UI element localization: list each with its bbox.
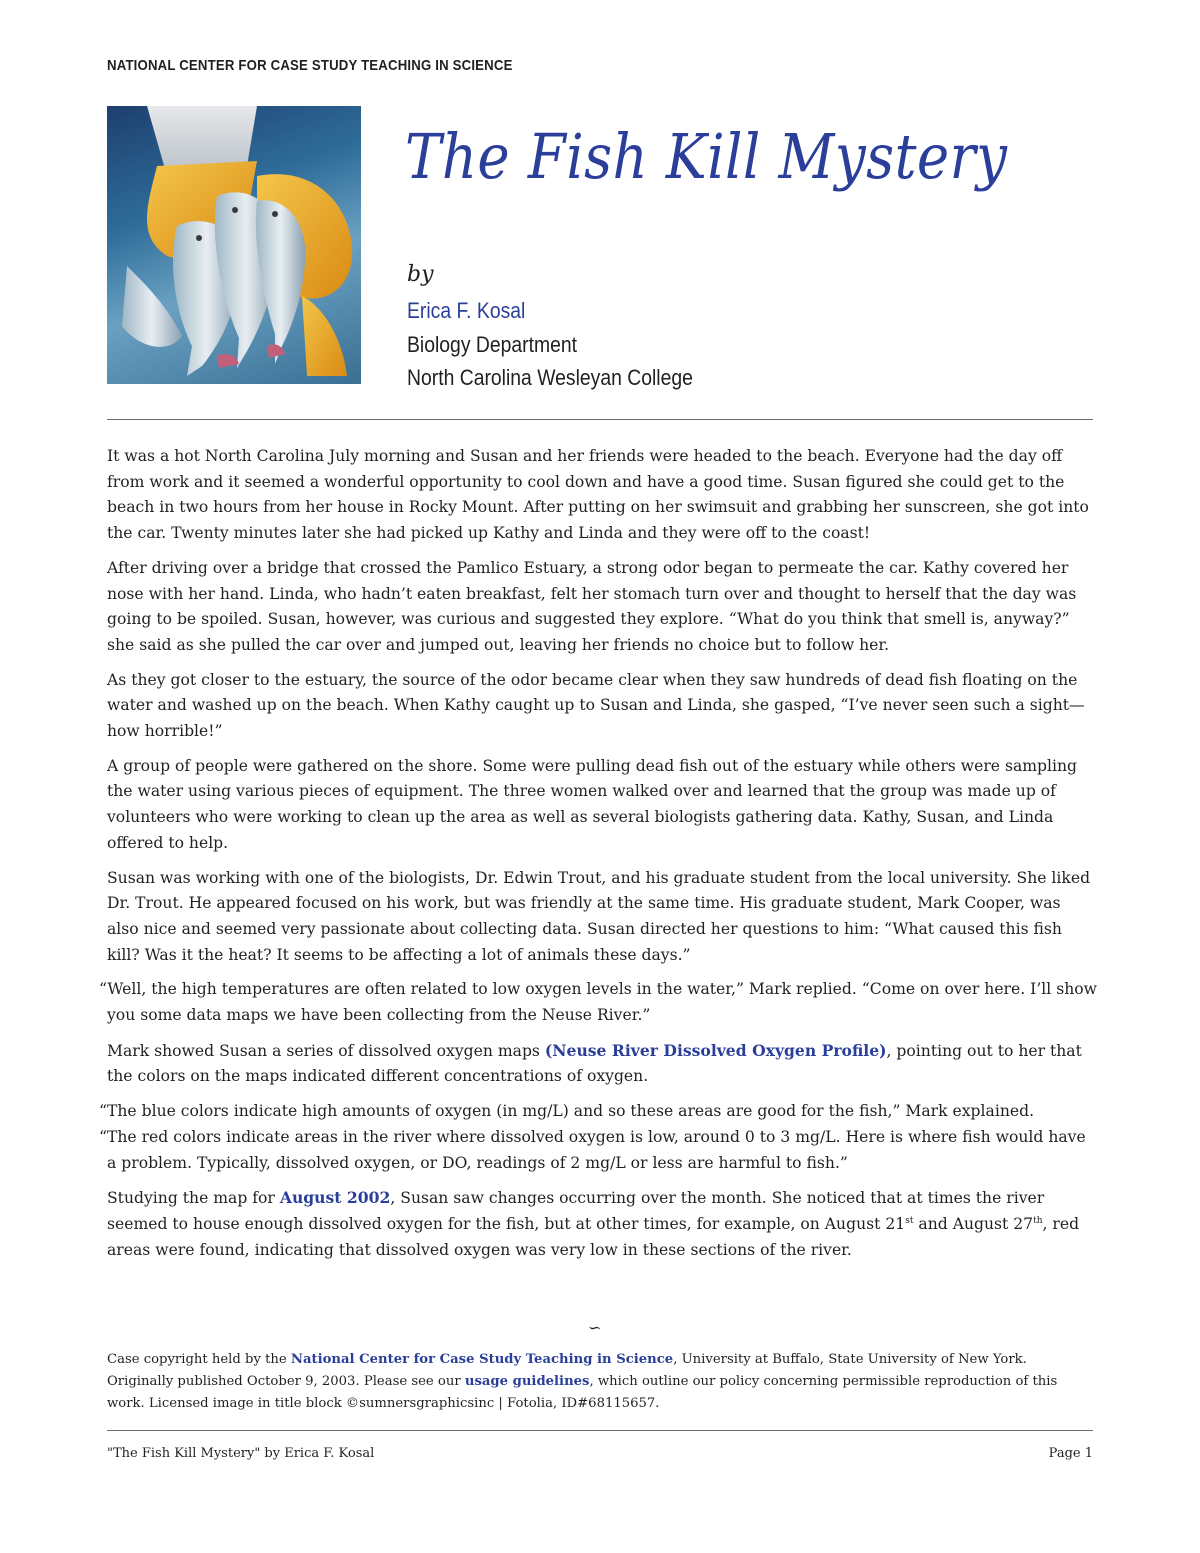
paragraph: “Well, the high temperatures are often related to low oxygen levels in the water,” Mark replied. “Come on over here. I’ll show you some data maps we have been collecting from the Neuse River.” [99,980,1097,1025]
author-name: Erica F. Kosal [407,298,526,323]
paragraph-text: , pointing out to her that the colors on the maps indicated different concentrations of oxygen. [107,1041,1082,1086]
header-label: NATIONAL CENTER FOR CASE STUDY TEACHING IN SCIENCE [107,57,513,74]
section-ornament: ∽ [588,1318,602,1337]
case-body [99,444,1097,1272]
paragraph: It was a hot North Carolina July morning and Susan and her friends were headed to the beach. Everyone had the day off from work and it seemed a wonderful opportunity to cool down and have a good time. Susan figured she could get to the beach in two hours from her house in Rocky Mount. After putting on her swimsuit and grabbing her sunscreen, she got into the car. Twenty minutes later she had picked up Kathy and Linda and they were off to the coast! [107,447,1089,543]
document-title: The Fish Kill Mystery [405,120,1008,193]
paragraph-text: , red areas were found, indicating that dissolved oxygen was very low in these sections of the river. [107,1214,1080,1259]
august-2002-link[interactable]: August 2002 [279,1188,391,1208]
paragraph: “The red colors indicate areas in the river where dissolved oxygen is low, around 0 to 3 mg/L. Here is where fish would have a problem. Typically, dissolved oxygen, or DO, readings of 2 mg/L or less are harmful to fish.” [99,1127,1086,1172]
author-institution: North Carolina Wesleyan College [407,365,693,390]
paragraph-text: and August 27 [913,1214,1034,1233]
title-image-fish [107,106,361,384]
footnote-text: , University at Buffalo, State University of New York. Originally published October 9, 2003. Please see our [107,1352,1027,1389]
footnote-text: , which outline our policy concerning permissible reproduction of this work. Licensed image in title block ©sumnersgraphicsinc | Fotolia, ID#68115657. [107,1374,1058,1411]
paragraph: After driving over a bridge that crossed the Pamlico Estuary, a strong odor began to permeate the car. Kathy covered her nose with her hand. Linda, who hadn’t eaten breakfast, felt her stomach turn over and thought to herself that the day was going to be spoiled. Susan, however, was curious and suggested they explore. “What do you think that smell is, anyway?” she said as she pulled the car over and jumped out, leaving her friends no choice but to follow her. [107,558,1077,654]
footnote-text: Case copyright held by the [107,1352,291,1367]
do-profile-link[interactable]: (Neuse River Dissolved Oxygen Profile) [544,1040,887,1060]
nccstc-link[interactable]: National Center for Case Study Teaching in Science [290,1352,674,1367]
page-number: Page 1 [1048,1446,1093,1461]
footer-citation: "The Fish Kill Mystery" by Erica F. Kosal [107,1446,375,1461]
paragraph: A group of people were gathered on the shore. Some were pulling dead fish out of the estuary while others were sampling the water using various pieces of equipment. The three women walked over and learned that the group was made up of volunteers who were working to clean up the area as well as several biologists gathering data. Kathy, Susan, and Linda offered to help. [107,756,1078,852]
byline: by [407,262,434,287]
fish-photo-icon [107,106,361,384]
paragraph-text: Mark showed Susan a series of dissolved oxygen maps [107,1041,545,1060]
paragraph [107,1185,1097,1263]
ordinal-suffix: st [905,1215,914,1226]
paragraph: “The blue colors indicate high amounts of oxygen (in mg/L) and so these areas are good for the fish,” Mark explained. [99,1102,1035,1121]
paragraph-text: , Susan saw changes occurring over the month. She noticed that at times the river seemed to house enough dissolved oxygen for the fish, but at other times, for example, on August 21 [107,1189,1045,1233]
paragraph: Susan was working with one of the biologists, Dr. Edwin Trout, and his graduate student from the local university. She liked Dr. Trout. He appeared focused on his work, but was friendly at the same time. His graduate student, Mark Cooper, was also nice and seemed very passionate about collecting data. Susan directed her questions to him: “What caused this fish kill? Was it the heat? It seems to be affecting a lot of animals these days.” [107,868,1091,964]
title-divider [107,419,1093,420]
usage-guidelines-link[interactable]: usage guidelines [464,1374,590,1389]
footer-divider [107,1430,1093,1431]
author-department: Biology Department [407,332,578,357]
copyright-note [107,1349,1097,1415]
paragraph: As they got closer to the estuary, the source of the odor became clear when they saw hundreds of dead fish floating on the water and washed up on the beach. When Kathy caught up to Susan and Linda, she gasped, “I’ve never seen such a sight—how horrible!” [107,670,1085,741]
paragraph-text: Studying the map for [107,1189,280,1208]
ordinal-suffix: th [1033,1215,1043,1226]
paragraph [107,1038,1097,1090]
